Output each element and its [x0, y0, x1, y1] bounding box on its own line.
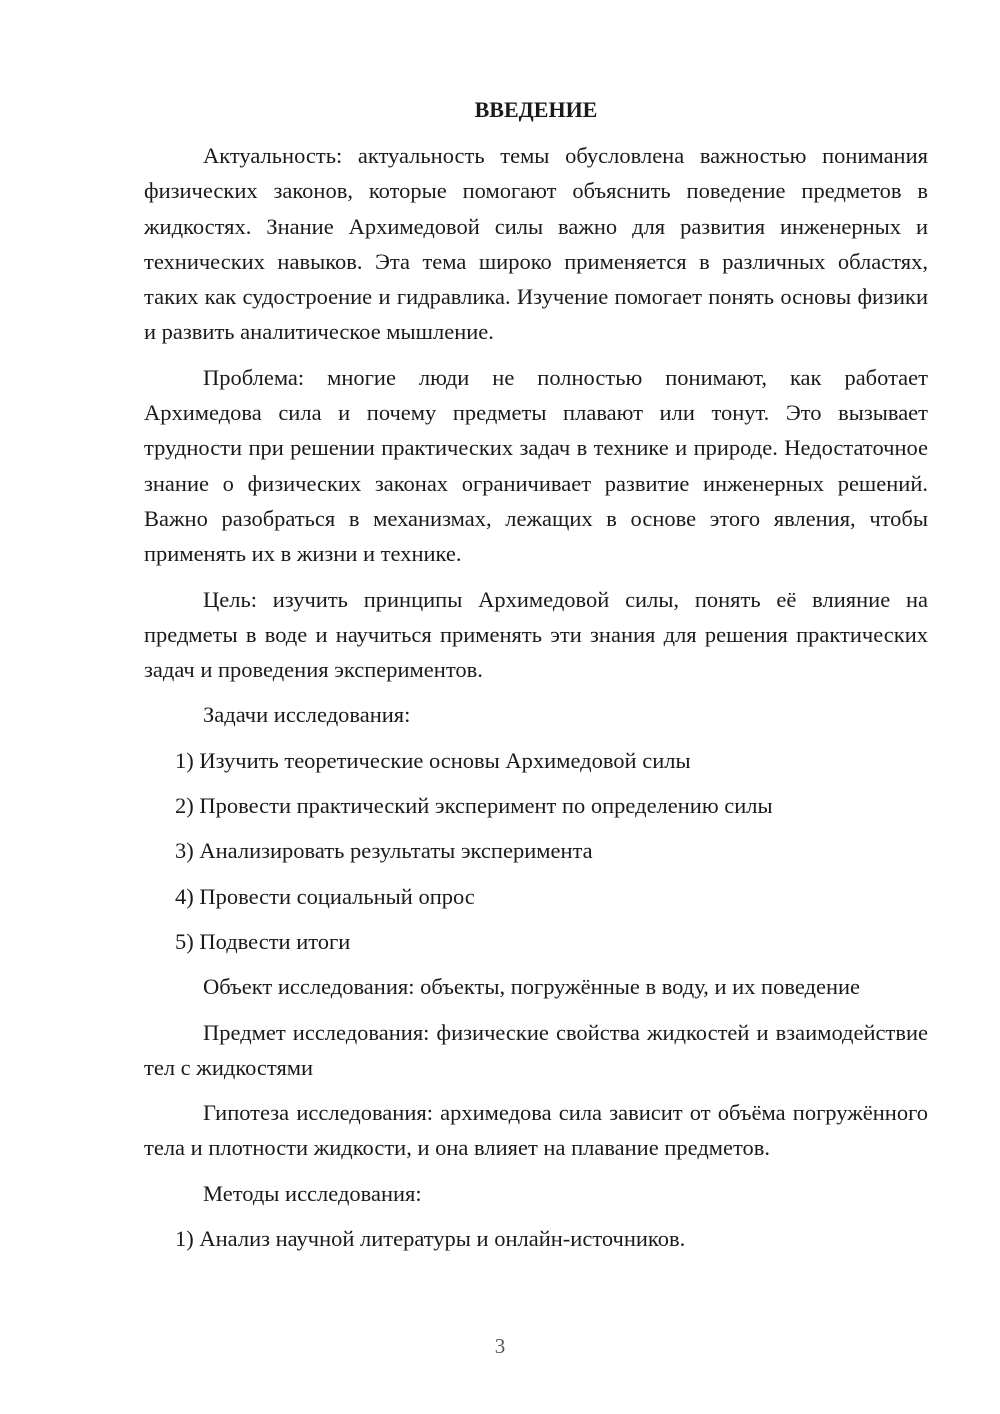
relevance-paragraph: Актуальность: актуальность темы обусловлена важностью понимания физических законов, которые помогают объяснить поведение предметов в жидкостях. Знание Архимедовой силы важно для развития инженерных и технических навыков. Эта тема широко применяется в различных областях, таких как судостроение и гидравлика. Изучение помогает понять основы физики и развить аналитическое мышление. [144, 143, 928, 345]
page-number: 3 [494, 1334, 506, 1358]
subject-paragraph: Предмет исследования: физические свойства жидкостей и взаимодействие тел с жидкостями [144, 1019, 928, 1080]
goal-paragraph: Цель: изучить принципы Архимедовой силы, понять её влияние на предметы в воде и научиться применять эти знания для решения практических задач и проведения экспериментов. [144, 586, 928, 683]
tasks-heading: Задачи исследования: [203, 702, 411, 728]
document-page [144, 94, 928, 1266]
method-item: 1) Анализ научной литературы и онлайн-источников. [175, 1226, 686, 1252]
task-item: 5) Подвести итоги [175, 928, 351, 954]
object-paragraph: Объект исследования: объекты, погружённые в воду, и их поведение [203, 974, 861, 1000]
problem-paragraph: Проблема: многие люди не полностью понимают, как работает Архимедова сила и почему предметы плавают или тонут. Это вызывает трудности при решении практических задач в технике и природе. Недостаточное знание о физических законах ограничивает развитие инженерных решений. Важно разобраться в механизмах, лежащих в основе этого явления, чтобы применять их в жизни и технике. [144, 364, 928, 567]
task-item: 1) Изучить теоретические основы Архимедовой силы [175, 747, 691, 773]
section-title: ВВЕДЕНИЕ [474, 97, 598, 122]
task-item: 4) Провести социальный опрос [175, 883, 475, 909]
methods-heading: Методы исследования: [203, 1180, 422, 1206]
task-item: 3) Анализировать результаты эксперимента [175, 838, 593, 864]
hypothesis-paragraph: Гипотеза исследования: архимедова сила зависит от объёма погружённого тела и плотности жидкости, и она влияет на плавание предметов. [144, 1100, 928, 1161]
task-item: 2) Провести практический эксперимент по определению силы [175, 793, 773, 819]
